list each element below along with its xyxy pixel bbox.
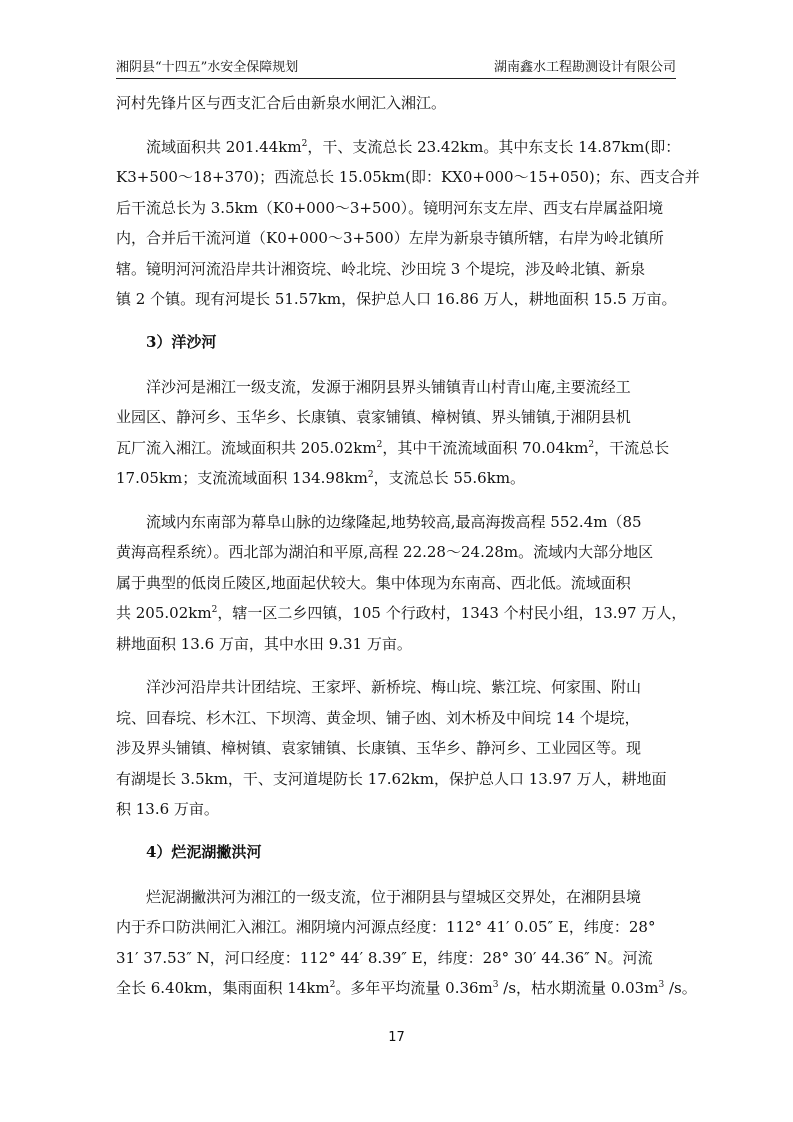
paragraph-line: 烂泥湖撇洪河为湘江的一级支流，位于湘阴县与望城区交界处，在湘阴县境 (146, 887, 642, 906)
section-heading: 3）洋沙河 (146, 332, 217, 351)
paragraph-line: 流域面积共 $201.44km^2$，干、支流总长 23.42km。其中东支长 14.87km(即： (146, 137, 681, 156)
paragraph-line: 共 $205.02km^2$，辖一区二乡四镇，105 个行政村，1343 个村民小组，13.97 万人， (116, 604, 687, 622)
body-paragraph (116, 132, 700, 315)
body-paragraph (116, 88, 676, 119)
superscript: 2 (376, 439, 383, 450)
body-paragraph (116, 882, 697, 1004)
paragraph-line: 流域内东南部为幕阜山脉的边缘隆起,地势较高,最高海拨高程 552.4m（85 (146, 512, 642, 531)
paragraph-line: 耕地面积 13.6 万亩，其中水田 9.31 万亩。 (116, 634, 412, 653)
paragraph-line: 河村先锋片区与西支汇合后由新泉水闸汇入湘江。 (116, 94, 447, 112)
paragraph-line: 31′ 37.53″ N，河口经度：112° 44′ 8.39″ E，纬度：28° 30′ 44.36″ N。河流 (116, 948, 653, 967)
body-paragraph (116, 507, 687, 660)
superscript: 2 (329, 980, 336, 990)
paragraph-line: 属于典型的低岗丘陵区,地面起伏较大。集中体现为东南高、西北低。流域面积 (116, 573, 631, 592)
paragraph-line: K3+500～18+370)；西流总长 15.05km(即：KX0+000～15+050)；东、西支合并 (116, 168, 700, 186)
paragraph-line: 辖。镜明河河流沿岸共计湘资垸、岭北垸、沙田垸 3 个堤垸，涉及岭北镇、新泉 (116, 259, 646, 278)
paragraph-line: 业园区、静河乡、玉华乡、长康镇、袁家铺镇、樟树镇、界头铺镇,于湘阴县机 (116, 408, 631, 426)
section-heading: 4）烂泥湖撇洪河 (146, 842, 262, 861)
paragraph-line: 内于乔口防洪闸汇入湘江。湘阴境内河源点经度：112° 41′ 0.05″ E，纬度：28° (116, 918, 656, 936)
paragraph-line: 积 13.6 万亩。 (116, 800, 219, 818)
paragraph-line: 后干流总长为 3.5km（K0+000～3+500）。镜明河东支左岸、西支右岸属益阳境 (116, 198, 664, 217)
superscript: 2 (367, 470, 374, 480)
paragraph-line: 有湖堤长 3.5km，干、支河道堤防长 17.62km，保护总人口 13.97 万人，耕地面 (116, 769, 667, 788)
document-body (116, 88, 700, 1017)
paragraph-line: 瓦厂流入湘江。流域面积共 $205.02km^2$，其中干流流域面积 $70.04km^2$，干流总长 (116, 438, 670, 457)
paragraph-line: 洋沙河是湘江一级支流，发源于湘阴县界头铺镇青山村青山庵,主要流经工 (146, 377, 631, 396)
page-number: 17 (388, 1030, 405, 1045)
superscript: 2 (588, 439, 595, 450)
superscript: 2 (301, 138, 308, 149)
paragraph-line: 涉及界头铺镇、樟树镇、袁家铺镇、长康镇、玉华乡、静河乡、工业园区等。现 (116, 739, 642, 757)
paragraph-line: 镇 2 个镇。现有河堤长 51.57km，保护总人口 16.86 万人，耕地面积 15.5 万亩。 (116, 290, 677, 308)
body-paragraph (116, 372, 676, 494)
paragraph-line: 黄海高程系统）。西北部为湖泊和平原,高程 22.28～24.28m。流域内大部分地区 (116, 543, 654, 561)
page-header (116, 52, 676, 79)
superscript: 3 (492, 980, 499, 990)
paragraph-line: 洋沙河沿岸共计团结垸、王家坪、新桥垸、梅山垸、紫江垸、何家围、附山 (146, 678, 642, 696)
paragraph-line: 内，合并后干流河道（K0+000～3+500）左岸为新泉寺镇所辖，右岸为岭北镇所 (116, 229, 664, 247)
header-document-title: 湘阴县“十四五”水安全保障规划 (116, 60, 299, 75)
body-paragraph (116, 672, 676, 825)
superscript: 2 (211, 605, 218, 615)
paragraph-line: 17.05km；支流流域面积 $134.98km^2$，支流总长 55.6km。 (116, 469, 526, 487)
header-company-name: 湖南鑫水工程勘测设计有限公司 (493, 60, 676, 75)
paragraph-line: 垸、回春垸、杉木江、下坝湾、黄金坝、铺子凼、刘木桥及中间垸 14 个堤垸， (116, 708, 640, 727)
superscript: 3 (658, 980, 665, 990)
paragraph-line: 全长 6.40km，集雨面积 $14km^2$。多年平均流量 $0.36m^3$ /s，枯水期流量 $0.03m^3$ /s。 (116, 979, 697, 997)
